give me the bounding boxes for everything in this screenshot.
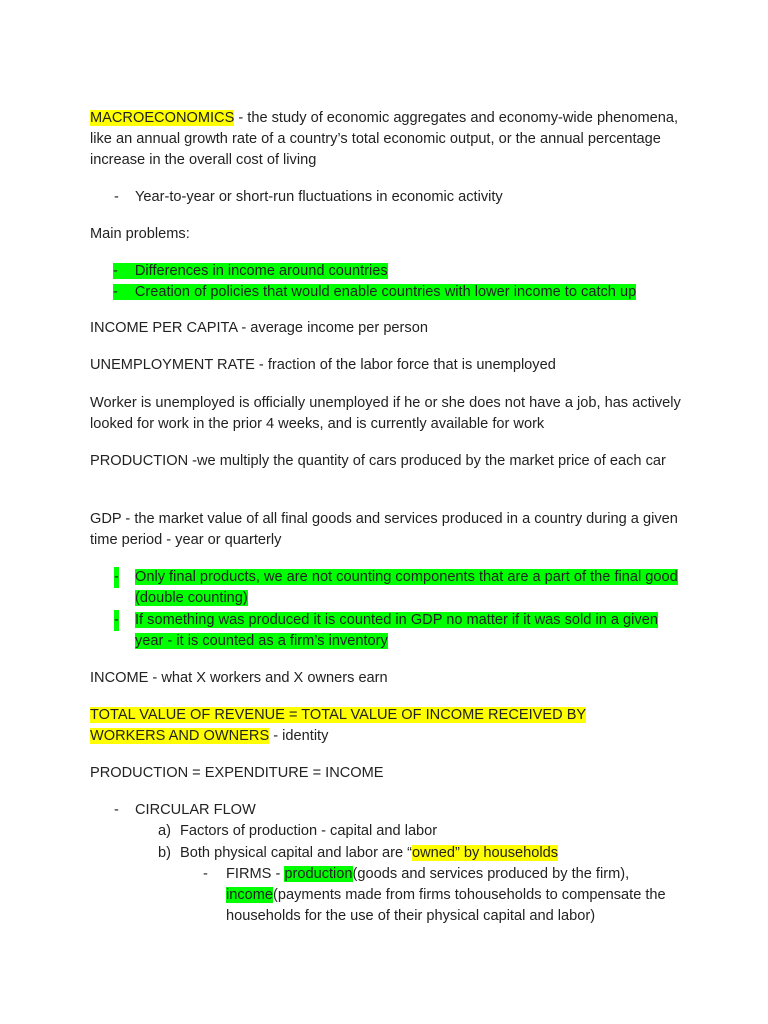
main-problems-heading: Main problems: <box>90 226 190 242</box>
problem-text: Differences in income around countries <box>134 263 388 279</box>
problem-line <box>113 261 690 282</box>
gdp-point-highlight: Only final products, we are not counting components that are a part of the final good (double counting) <box>135 569 678 606</box>
identity-text: - identity <box>269 728 329 744</box>
bullet-dash: - <box>203 866 208 882</box>
sub-marker: a) <box>158 823 171 839</box>
gdp-point-text <box>135 610 690 652</box>
bullet-dash: - <box>114 189 119 205</box>
gdp-point <box>90 567 690 609</box>
total-value-identity <box>90 705 630 747</box>
sub-text: Factors of production - capital and labor <box>180 823 438 839</box>
macroeconomics-definition <box>90 108 690 171</box>
bullet-dash: - <box>114 802 119 818</box>
problem-item <box>90 261 690 282</box>
firms-text <box>226 864 673 927</box>
bullet-dash: - <box>114 610 119 631</box>
unemployment-rate: UNEMPLOYMENT RATE - fraction of the labor force that is unemployed <box>90 357 556 373</box>
gdp-point <box>90 610 690 652</box>
sub-item-a <box>158 821 678 842</box>
bullet-text: Year-to-year or short-run fluctuations in economic activity <box>135 189 503 205</box>
problem-text: Creation of policies that would enable countries with lower income to catch up <box>134 284 637 300</box>
gdp-point-highlight: If something was produced it is counted in GDP no matter if it was sold in a given year - it is counted as a firm’s inventory <box>135 612 658 649</box>
production-definition: PRODUCTION -we multiply the quantity of cars produced by the market price of each car <box>90 453 666 469</box>
sub-item-b <box>158 843 678 864</box>
total-value-highlight: TOTAL VALUE OF REVENUE = TOTAL VALUE OF INCOME RECEIVED BY WORKERS AND OWNERS <box>90 707 587 744</box>
income-per-capita: INCOME PER CAPITA - average income per person <box>90 320 428 336</box>
bullet-dash: - <box>114 567 119 588</box>
income-highlight: income <box>226 887 274 903</box>
circular-flow-text: CIRCULAR FLOW <box>135 802 256 818</box>
bullet-circular-flow <box>90 800 690 821</box>
production-highlight: production <box>284 866 353 882</box>
owned-highlight: owned” by households <box>412 845 559 861</box>
firms-item <box>203 864 673 927</box>
worker-definition: Worker is unemployed is officially unemployed if he or she does not have a job, has actively looked for work in the prior 4 weeks, and is currently available for work <box>90 395 681 432</box>
problem-item <box>90 282 690 303</box>
sub-marker: b) <box>158 845 171 861</box>
problem-line <box>113 282 690 303</box>
problem-highlight <box>113 263 388 279</box>
firms-text-1: (goods and services produced by the firm), <box>352 866 630 882</box>
production-equation: PRODUCTION = EXPENDITURE = INCOME <box>90 765 384 781</box>
macroeconomics-term: MACROECONOMICS <box>90 110 235 126</box>
sub-text <box>180 843 678 864</box>
gdp-definition: GDP - the market value of all final goods and services produced in a country during a given time period - year or quarterly <box>90 511 678 548</box>
sub-b-text: Both physical capital and labor are “ <box>180 845 413 861</box>
gdp-point-text <box>135 567 690 609</box>
bullet-fluctuations <box>90 187 690 208</box>
problem-highlight <box>113 284 636 300</box>
income-definition: INCOME - what X workers and X owners earn <box>90 670 388 686</box>
bullet-dash: - <box>113 263 118 279</box>
bullet-dash: - <box>113 284 118 300</box>
firms-prefix: FIRMS - <box>226 866 285 882</box>
firms-text-2: (payments made from firms tohouseholds to compensate the households for the use of their physical capital and labor) <box>226 887 666 924</box>
macroeconomics-text: - the study of economic aggregates and economy-wide phenomena, like an annual growth rate of a country’s total economic output, or the annual percentage increase in the overall cost of living <box>90 110 679 168</box>
